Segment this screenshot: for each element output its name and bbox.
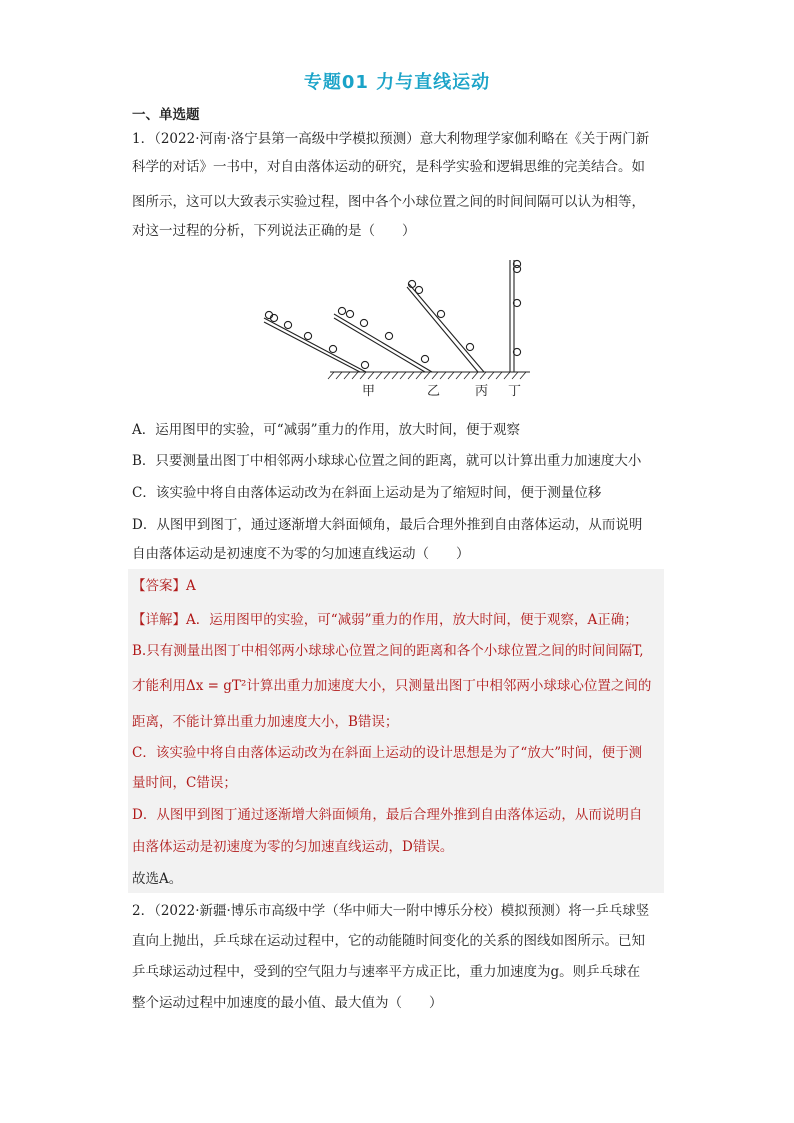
incline-experiment-figure (262, 256, 532, 406)
q1-line-1: 1．（2022·河南·洛宁县第一高级中学模拟预测）意大利物理学家伽利略在《关于两门新 (132, 131, 650, 147)
conclusion: 故选A。 (132, 871, 183, 887)
detail-line-8: 由落体运动是初速度为零的匀加速直线运动，D错误。 (132, 839, 454, 855)
figure-label-jia: 甲 (362, 384, 376, 399)
q1-option-c: C．该实验中将自由落体运动改为在斜面上运动是为了缩短时间，便于测量位移 (132, 485, 602, 501)
detail-line-1: 【详解】A．运用图甲的实验，可“减弱”重力的作用，放大时间，便于观察，A正确； (132, 612, 638, 628)
detail-line-6: 量时间，C错误； (132, 775, 237, 791)
detail-line-4: 距离，不能计算出重力加速度大小，B错误； (132, 714, 399, 730)
q1-option-d: D．从图甲到图丁，通过逐渐增大斜面倾角，最后合理外推到自由落体运动，从而说明 (132, 517, 643, 533)
q2-line-3: 乒乓球运动过程中，受到的空气阻力与速率平方成正比，重力加速度为g。则乒乓球在 (132, 964, 641, 980)
detail-line-7: D．从图甲到图丁通过逐渐增大斜面倾角，最后合理外推到自由落体运动，从而说明自 (132, 807, 643, 823)
detail-line-5: C．该实验中将自由落体运动改为在斜面上运动的设计思想是为了“放大”时间，便于测 (132, 745, 643, 761)
q2-line-4: 整个运动过程中加速度的最小值、最大值为（ ） (132, 995, 443, 1011)
q1-option-b: B．只要测量出图丁中相邻两小球球心位置之间的距离，就可以计算出重力加速度大小 (132, 453, 642, 469)
detail-line-2: B.只有测量出图丁中相邻两小球球心位置之间的距离和各个小球位置之间的时间间隔T, (132, 643, 644, 659)
q1-line-4: 对这一过程的分析，下列说法正确的是（ ） (132, 223, 416, 239)
q2-line-1: 2．（2022·新疆·博乐市高级中学（华中师大一附中博乐分校）模拟预测）将一乒乓球竖 (132, 903, 650, 919)
section-heading: 一、单选题 (132, 107, 200, 123)
q2-line-2: 直向上抛出，乒乓球在运动过程中，它的动能随时间变化的关系的图线如图所示。已知 (132, 933, 645, 949)
figure-label-bing: 丙 (475, 384, 489, 399)
q1-line-3: 图所示，这可以大致表示实验过程，图中各个小球位置之间的时间间隔可以认为相等， (132, 194, 645, 210)
figure-label-ding: 丁 (508, 384, 522, 399)
q1-line-2: 科学的对话》一书中，对自由落体运动的研究，是科学实验和逻辑思维的完美结合。如 (132, 159, 645, 175)
q1-option-d-cont: 自由落体运动是初速度不为零的匀加速直线运动（ ） (132, 546, 470, 562)
answer-label: 【答案】A (132, 578, 196, 594)
figure-label-yi: 乙 (427, 384, 441, 399)
page-title: 专题01 力与直线运动 (303, 72, 491, 93)
q1-option-a: A．运用图甲的实验，可“减弱”重力的作用，放大时间，便于观察 (132, 422, 521, 438)
detail-line-3: 才能利用Δx = gT²计算出重力加速度大小，只测量出图丁中相邻两小球球心位置之间的 (132, 678, 652, 694)
